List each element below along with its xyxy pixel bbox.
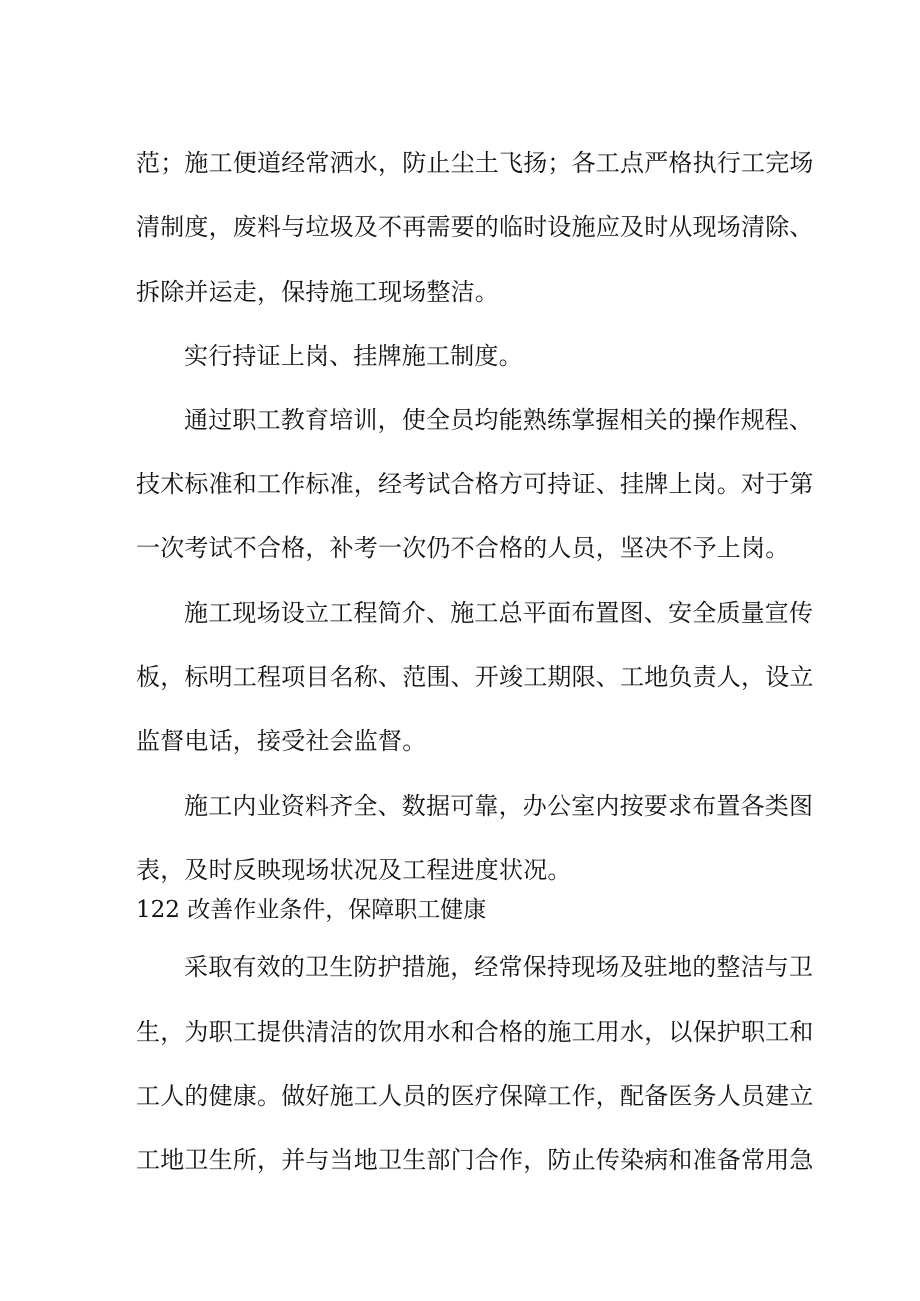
section-heading: 122 改善作业条件，保障职工健康: [136, 897, 487, 923]
body-text-line: 工地卫生所，并与当地卫生部门合作，防止传染病和准备常用急: [136, 1146, 814, 1174]
body-text-line: 范；施工便道经常洒水，防止尘土飞扬；各工点严格执行工完场: [136, 149, 814, 177]
paragraph-start-line: 实行持证上岗、挂牌施工制度。: [184, 342, 523, 370]
body-text-line: 生，为职工提供清洁的饮用水和合格的施工用水，以保护职工和: [136, 1018, 814, 1046]
paragraph-start-line: 采取有效的卫生防护措施，经常保持现场及驻地的整洁与卫: [184, 953, 814, 981]
body-text-line: 监督电话，接受社会监督。: [136, 727, 427, 755]
body-text-line: 一次考试不合格，补考一次仍不合格的人员，坚决不予上岗。: [136, 534, 790, 562]
body-text-line: 拆除并运走，保持施工现场整洁。: [136, 278, 499, 306]
paragraph-start-line: 通过职工教育培训，使全员均能熟练掌握相关的操作规程、: [184, 406, 814, 434]
body-text-line: 板，标明工程项目名称、范围、开竣工期限、工地负责人，设立: [136, 663, 814, 691]
paragraph-start-line: 施工内业资料齐全、数据可靠，办公室内按要求布置各类图: [184, 792, 814, 820]
body-text-line: 技术标准和工作标准，经考试合格方可持证、挂牌上岗。对于第: [136, 470, 814, 498]
body-text-line: 表，及时反映现场状况及工程进度状况。: [136, 856, 572, 884]
body-text-line: 工人的健康。做好施工人员的医疗保障工作，配备医务人员建立: [136, 1082, 814, 1110]
paragraph-start-line: 施工现场设立工程简介、施工总平面布置图、安全质量宣传: [184, 599, 814, 627]
body-text-line: 清制度，废料与垃圾及不再需要的临时设施应及时从现场清除、: [136, 213, 814, 241]
